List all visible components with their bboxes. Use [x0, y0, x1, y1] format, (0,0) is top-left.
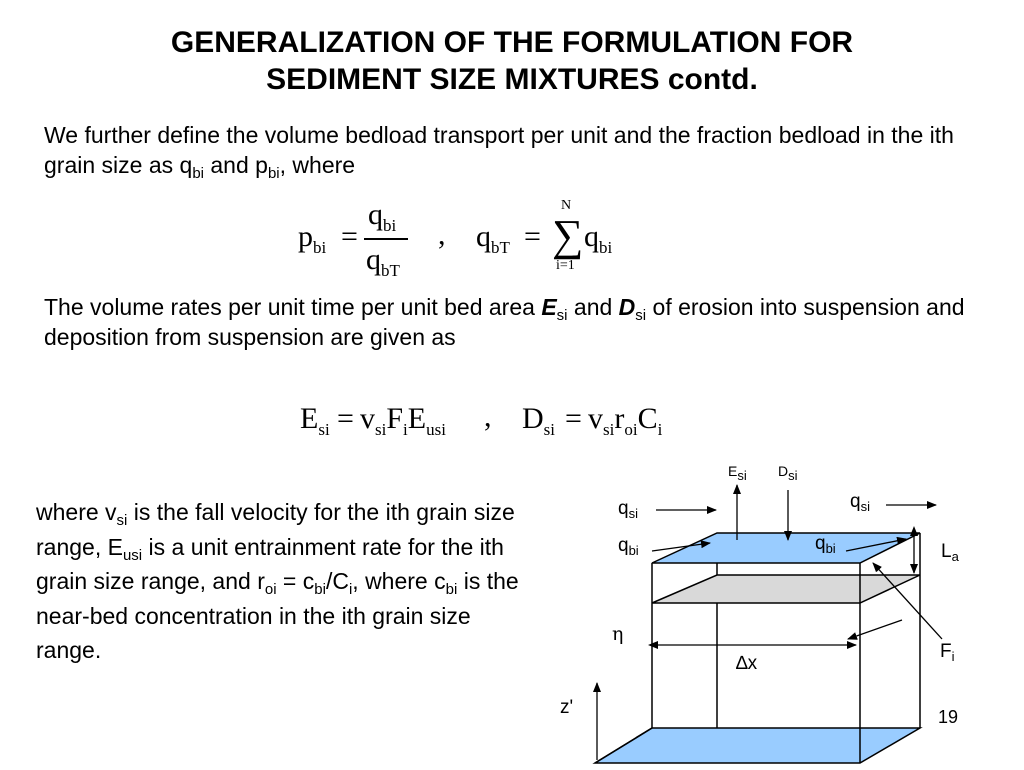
label-dsi: $D_{si}$	[778, 463, 798, 483]
title-line-1: GENERALIZATION OF THE FORMULATION FOR	[170, 26, 854, 59]
eq1-equals: =	[341, 220, 358, 253]
para1-text-b: and p	[204, 152, 268, 178]
label-fi: $F_i$	[940, 641, 955, 664]
eq2-rhs-e: $v_{si}F_iE_{usi}$	[360, 402, 446, 439]
para1-text-c: , where	[279, 152, 356, 178]
para2-bold-e: E	[541, 294, 557, 320]
label-qsi-left: $q_{si}$	[618, 498, 638, 521]
eq1-qbi: $q_{bi}$	[584, 220, 613, 257]
intro-paragraph	[44, 120, 984, 180]
eq2-comma: ,	[484, 400, 492, 433]
eq2-rhs-d: $v_{si}r_{oi}C_i$	[588, 402, 663, 439]
eq2-lhs-e: $E_{si}$	[300, 402, 330, 439]
eq1-equals-2: =	[524, 220, 541, 253]
label-dx: ∆x	[736, 653, 758, 674]
eq1-denominator: $q_{bT}$	[366, 243, 400, 280]
eq2-lhs-d: $D_{si}$	[522, 402, 556, 439]
para2-bold-d: D	[618, 294, 636, 320]
label-eta: η	[612, 623, 624, 645]
page-number: 19	[938, 707, 959, 727]
eq2-equals-2: =	[565, 402, 582, 435]
erosion-paragraph	[44, 292, 984, 352]
para1-sub-a: bi	[192, 165, 204, 182]
para1-text-a: We further define the volume bedload transport per unit and the fraction bedload in the ith grain size as q	[44, 122, 954, 178]
label-qsi-right: $q_{si}$	[850, 491, 870, 514]
para1-sub-b: bi	[267, 165, 280, 182]
control-volume-figure	[560, 455, 990, 765]
label-qbi-right: $q_{bi}$	[815, 533, 836, 556]
title-line-2: SEDIMENT SIZE MIXTURES contd.	[266, 63, 758, 96]
label-qbi-left: $q_{bi}$	[618, 535, 639, 558]
eq1-numerator: $q_{bi}$	[368, 198, 397, 235]
eq1-comma: ,	[438, 218, 446, 251]
para2-text-a: The volume rates per unit time per unit bed area	[44, 294, 542, 320]
slide-title	[0, 24, 1024, 98]
top-bed-face	[652, 533, 920, 563]
sum-upper-limit: N	[561, 198, 572, 213]
sum-lower-limit: i=1	[556, 258, 575, 273]
label-esi: $E_{si}$	[728, 463, 747, 483]
sum-symbol: ∑	[552, 211, 584, 260]
eq1-qbt: $q_{bT}$	[476, 220, 510, 257]
eq2-equals: =	[337, 402, 354, 435]
eq1-fraction-bar	[364, 238, 408, 240]
para2-text-c: of erosion into suspension and deposition from suspension are given as	[44, 294, 965, 350]
para2-sub-d: si	[635, 307, 647, 324]
label-la: $L_a$	[941, 541, 959, 564]
fi-pointer-2	[848, 620, 902, 639]
active-layer-base	[652, 575, 920, 603]
label-z: z'	[560, 697, 574, 718]
para2-text-b: and	[567, 294, 619, 320]
definitions-paragraph: where $v_{si}$ is the fall velocity for the ith grain size range, $E_{usi}$ is a unit entrainment rate for the ith grain size range, and $r_{oi} = c_{bi}/C_i$, where $c_{bi}$ is the near-bed concentration in the ith grain size range.	[36, 499, 519, 663]
eq1-lhs: $p_{bi}$	[298, 220, 327, 257]
para2-sub-e: si	[556, 307, 568, 324]
